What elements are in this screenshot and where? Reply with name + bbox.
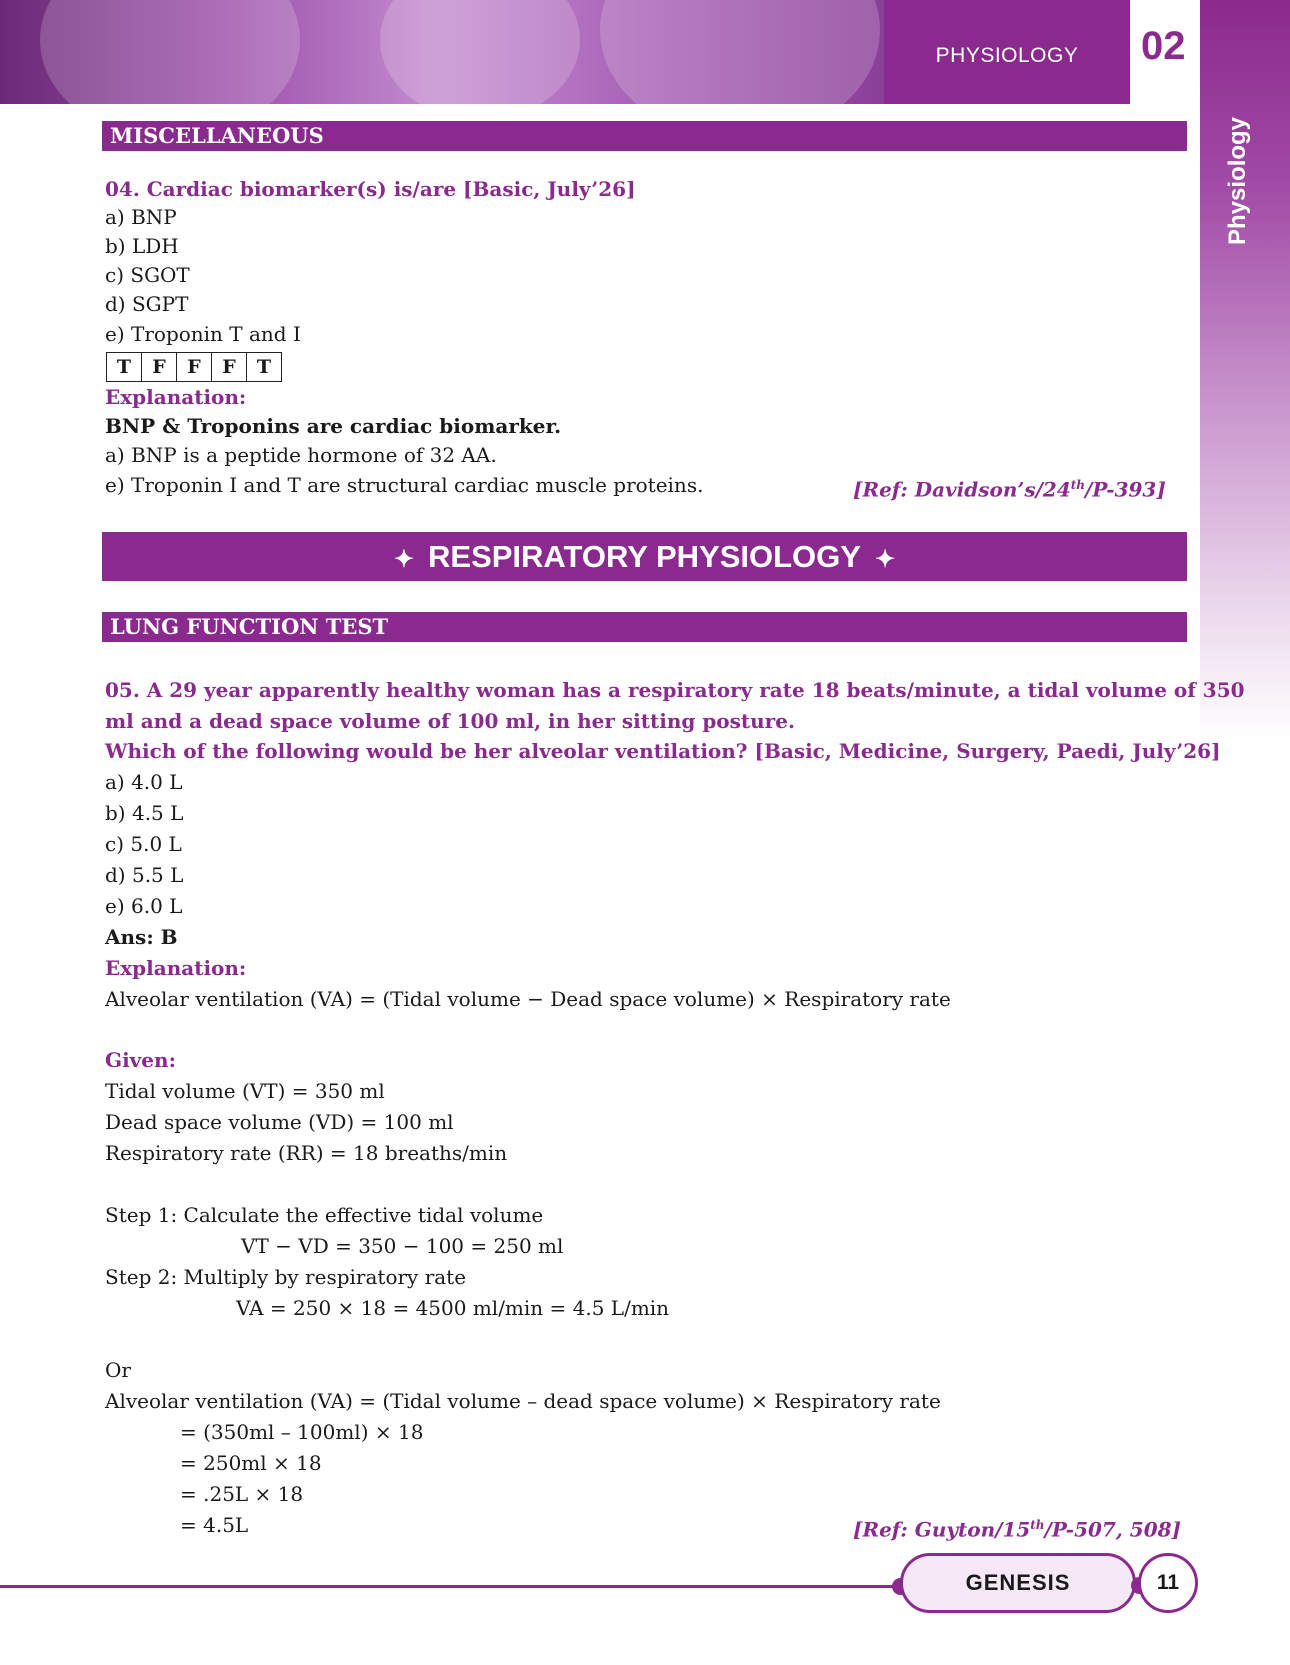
chapter-number-box — [1130, 0, 1200, 104]
section-heading-lft: LUNG FUNCTION TEST — [102, 612, 1187, 642]
page-number: 11 — [1138, 1553, 1198, 1613]
option: b) 4.5 L — [105, 801, 184, 825]
explanation-line: e) Troponin I and T are structural cardiac muscle proteins. — [105, 473, 704, 497]
given-line: Tidal volume (VT) = 350 ml — [105, 1079, 385, 1103]
step-1-calc: VT − VD = 350 − 100 = 250 ml — [241, 1234, 564, 1258]
answer-cell: F — [177, 353, 212, 382]
answer-cell: T — [107, 353, 142, 382]
formula: Alveolar ventilation (VA) = (Tidal volume − Dead space volume) × Respiratory rate — [105, 987, 951, 1011]
option: e) Troponin T and I — [105, 322, 301, 346]
option: a) BNP — [105, 205, 177, 229]
explanation-label: Explanation: — [105, 385, 247, 409]
answer-cell: F — [142, 353, 177, 382]
header-subject-box — [884, 0, 1130, 104]
reference: [Ref: Guyton/15th/P-507, 508] — [853, 1517, 1181, 1542]
star-icon: ✦ — [393, 546, 415, 573]
formula-2: Alveolar ventilation (VA) = (Tidal volume – dead space volume) × Respiratory rate — [105, 1389, 941, 1413]
explanation-bold-line: BNP & Troponins are cardiac biomarker. — [105, 414, 562, 438]
given-line: Dead space volume (VD) = 100 ml — [105, 1110, 454, 1134]
option: b) LDH — [105, 234, 179, 258]
calc-line: = 250ml × 18 — [180, 1451, 322, 1475]
reference: [Ref: Davidson’s/24th/P-393] — [853, 477, 1166, 502]
footer-brand: GENESIS — [900, 1553, 1136, 1613]
footer-rule — [0, 1585, 900, 1588]
chapter-section-banner — [102, 532, 1187, 581]
header-banner-image — [0, 0, 884, 104]
question-05-line: Which of the following would be her alveolar ventilation? [Basic, Medicine, Surgery, Paedi, July’26] — [105, 739, 1221, 763]
calc-line: = .25L × 18 — [180, 1482, 304, 1506]
question-04: 04. Cardiac biomarker(s) is/are [Basic, July’26] — [105, 177, 636, 201]
chapter-number: 02 — [1141, 24, 1186, 68]
step-1: Step 1: Calculate the effective tidal volume — [105, 1203, 544, 1227]
answer: Ans: B — [105, 925, 178, 949]
side-tab — [1200, 0, 1290, 740]
answer-table — [106, 352, 282, 382]
calc-line: = 4.5L — [180, 1513, 249, 1537]
answer-cell: F — [212, 353, 247, 382]
section-heading-misc: MISCELLANEOUS — [102, 121, 1187, 151]
given-line: Respiratory rate (RR) = 18 breaths/min — [105, 1141, 508, 1165]
chapter-section-title: RESPIRATORY PHYSIOLOGY — [428, 539, 861, 574]
calc-line: = (350ml – 100ml) × 18 — [180, 1420, 424, 1444]
option: a) 4.0 L — [105, 770, 183, 794]
explanation-label: Explanation: — [105, 956, 247, 980]
given-label: Given: — [105, 1048, 176, 1072]
option: e) 6.0 L — [105, 894, 183, 918]
question-05-line: ml and a dead space volume of 100 ml, in her sitting posture. — [105, 709, 795, 733]
option: d) SGPT — [105, 292, 189, 316]
question-05-line: 05. A 29 year apparently healthy woman has a respiratory rate 18 beats/minute, a tidal volume of 350 — [105, 678, 1245, 702]
side-tab-label: Physiology — [1224, 116, 1251, 245]
step-2: Step 2: Multiply by respiratory rate — [105, 1265, 467, 1289]
option: c) 5.0 L — [105, 832, 182, 856]
or-label: Or — [105, 1358, 131, 1382]
step-2-calc: VA = 250 × 18 = 4500 ml/min = 4.5 L/min — [236, 1296, 670, 1320]
header-subject: PHYSIOLOGY — [935, 44, 1079, 67]
option: c) SGOT — [105, 263, 190, 287]
star-icon: ✦ — [874, 546, 896, 573]
explanation-line: a) BNP is a peptide hormone of 32 AA. — [105, 443, 497, 467]
option: d) 5.5 L — [105, 863, 184, 887]
answer-cell: T — [247, 353, 282, 382]
